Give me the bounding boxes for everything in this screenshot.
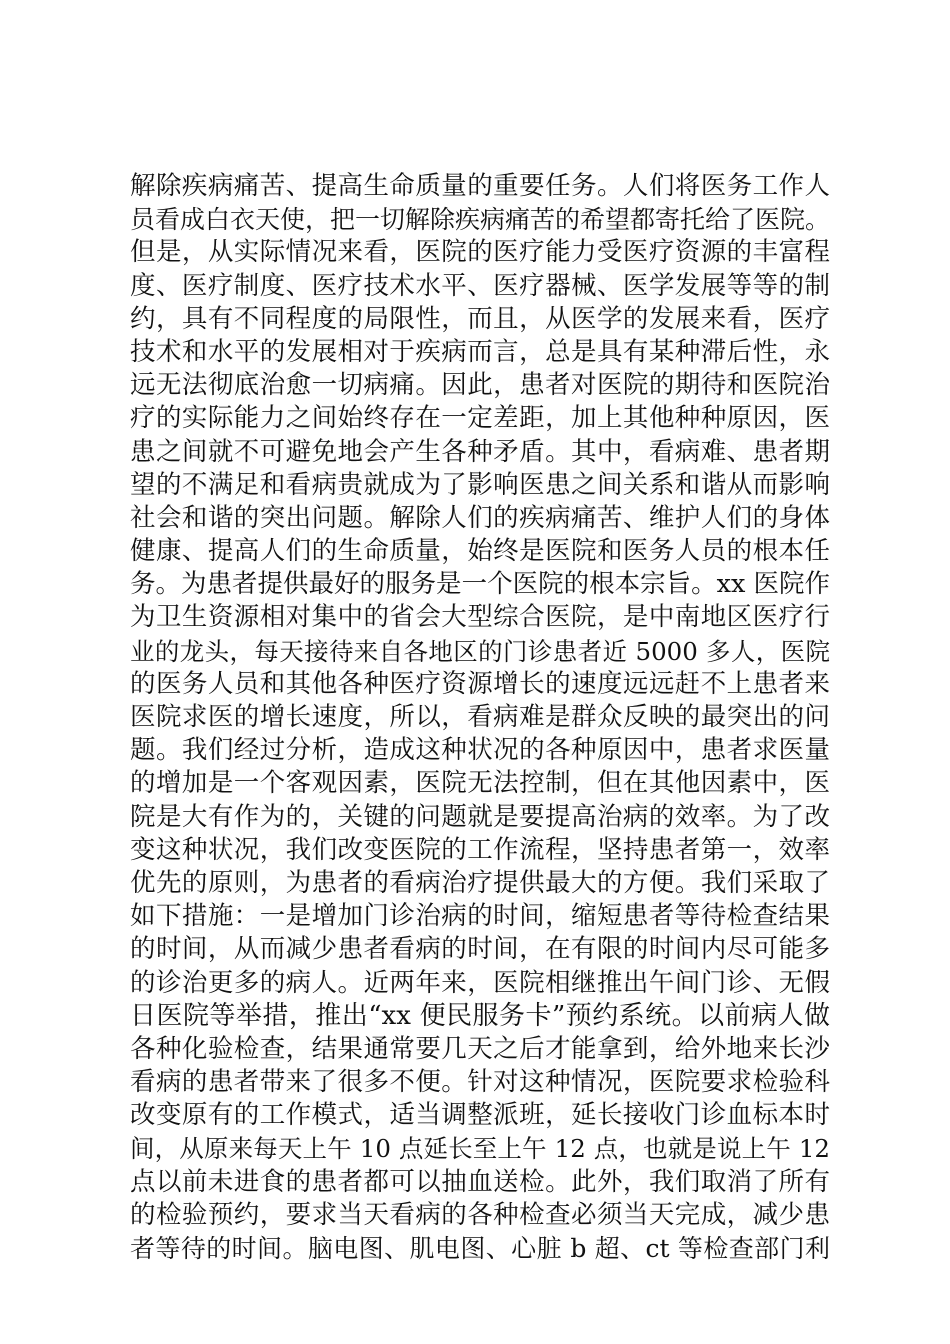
text-line: 度、医疗制度、医疗技术水平、医疗器械、医学发展等等的制 xyxy=(130,270,830,301)
text-line: 技术和水平的发展相对于疾病而言，总是具有某种滞后性，永 xyxy=(130,336,830,367)
text-line: 如下措施：一是增加门诊治病的时间，缩短患者等待检查结果 xyxy=(130,901,830,932)
text-line: 各种化验检查，结果通常要几天之后才能拿到，给外地来长沙 xyxy=(130,1033,830,1064)
text-line: 健康、提高人们的生命质量，始终是医院和医务人员的根本任 xyxy=(130,536,830,567)
text-line: 的诊治更多的病人。近两年来，医院相继推出午间门诊、无假 xyxy=(130,967,830,998)
text-line: 题。我们经过分析，造成这种状况的各种原因中，患者求医量 xyxy=(130,735,830,766)
text-line: 解除疾病痛苦、提高生命质量的重要任务。人们将医务工作人 xyxy=(130,171,830,201)
text-line: 员看成白衣天使，把一切解除疾病痛苦的希望都寄托给了医院。 xyxy=(130,205,831,235)
text-line: 的时间，从而减少患者看病的时间，在有限的时间内尽可能多 xyxy=(130,934,830,965)
text-line: 但是，从实际情况来看，医院的医疗能力受医疗资源的丰富程 xyxy=(130,237,830,268)
text-line: 约，具有不同程度的局限性，而且，从医学的发展来看，医疗 xyxy=(130,303,830,334)
body-text xyxy=(130,170,830,1265)
text-line: 为卫生资源相对集中的省会大型综合医院，是中南地区医疗行 xyxy=(130,602,830,633)
text-line: 医院求医的增长速度，所以，看病难是群众反映的最突出的问 xyxy=(130,702,830,732)
text-line: 间，从原来每天上午 10 点延长至上午 12 点，也就是说上午 12 xyxy=(130,1134,830,1164)
text-line: 的增加是一个客观因素，医院无法控制，但在其他因素中，医 xyxy=(130,768,830,799)
text-line: 日医院等举措，推出“xx 便民服务卡”预约系统。以前病人做 xyxy=(130,1000,830,1031)
text-line: 点以前未进食的患者都可以抽血送检。此外，我们取消了所有 xyxy=(130,1166,830,1197)
text-line: 的医务人员和其他各种医疗资源增长的速度远远赶不上患者来 xyxy=(130,668,830,699)
text-line: 优先的原则，为患者的看病治疗提供最大的方便。我们采取了 xyxy=(130,867,830,898)
text-line: 务。为患者提供最好的服务是一个医院的根本宗旨。xx 医院作 xyxy=(130,569,830,600)
text-line: 望的不满足和看病贵就成为了影响医患之间关系和谐从而影响 xyxy=(130,469,830,500)
text-line: 远无法彻底治愈一切病痛。因此，患者对医院的期待和医院治 xyxy=(130,370,830,401)
text-line: 社会和谐的突出问题。解除人们的疾病痛苦、维护人们的身体 xyxy=(130,502,830,533)
text-line: 改变原有的工作模式，适当调整派班，延长接收门诊血标本时 xyxy=(130,1100,830,1131)
text-line: 变这种状况，我们改变医院的工作流程，坚持患者第一，效率 xyxy=(130,834,830,865)
text-line: 患之间就不可避免地会产生各种矛盾。其中，看病难、患者期 xyxy=(130,436,830,467)
text-line: 院是大有作为的，关键的问题就是要提高治病的效率。为了改 xyxy=(130,801,830,832)
text-line: 看病的患者带来了很多不便。针对这种情况，医院要求检验科 xyxy=(130,1067,830,1098)
text-line: 的检验预约，要求当天看病的各种检查必须当天完成，减少患 xyxy=(130,1199,830,1230)
text-line: 者等待的时间。脑电图、肌电图、心脏 b 超、ct 等检查部门利 xyxy=(130,1234,830,1263)
text-line: 业的龙头，每天接待来自各地区的门诊患者近 5000 多人，医院 xyxy=(130,636,830,666)
text-line: 疗的实际能力之间始终存在一定差距，加上其他种种原因，医 xyxy=(130,403,830,434)
